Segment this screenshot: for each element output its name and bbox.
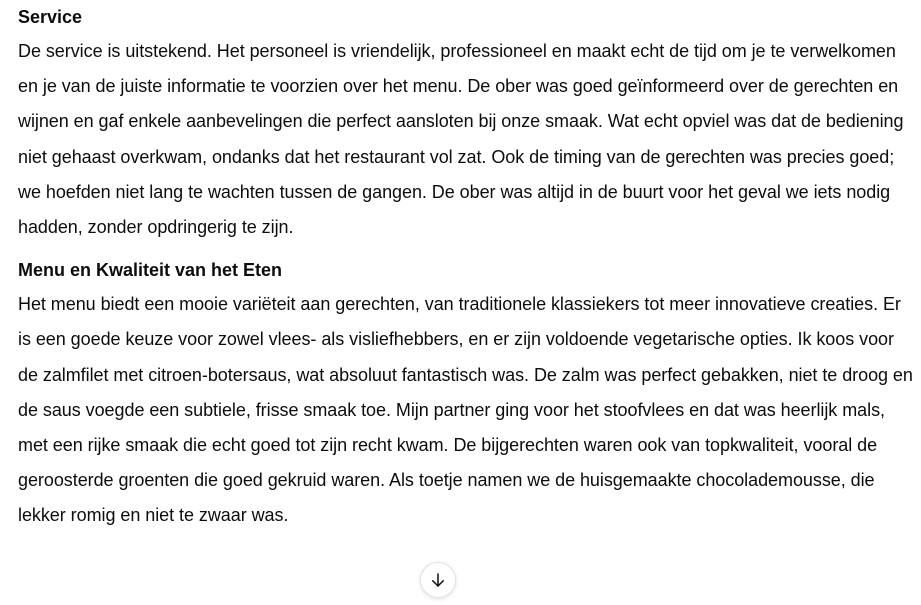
section-heading-menu: Menu en Kwaliteit van het Eten — [18, 260, 283, 281]
section-body-menu: Het menu biedt een mooie variëteit aan gerechten, van traditionele klassiekers tot meer innovatieve creaties. Er is een goede keuze voor zowel vlees- als visliefhebbers, en er zijn voldoende vegetarische opties. Ik koos voor de zalmfilet met citroen-botersaus, wat absoluut fantastisch was. De zalm was perfect gebakken, niet te droog en de saus voegde een subtiele, frisse smaak toe. Mijn partner ging voor het stoofvlees en dat was heerlijk mals, met een rijke smaak die echt goed tot zijn recht kwam. De bijgerechten waren ook van topkwaliteit, vooral de geroosterde groenten die goed gekruid waren. Als toetje namen we de huisgemaakte chocolademousse, die lekker romig en niet te zwaar was. — [18, 294, 913, 526]
message-content — [18, 0, 918, 534]
section-body-service: De service is uitstekend. Het personeel is vriendelijk, professioneel en maakt echt de tijd om je te verwelkomen en je van de juiste informatie te voorzien over het menu. De ober was goed geïnformeerd over de gerechten en wijnen en gaf enkele aanbevelingen die perfect aansloten bij onze smaak. Wat echt opviel was dat de bediening niet gehaast overkwam, ondanks dat het restaurant vol zat. Ook de timing van de gerechten was precies goed; we hoefden niet lang te wachten tussen de gangen. De ober was altijd in de buurt voor het geval we iets nodig hadden, zonder opdringerig te zijn. — [18, 41, 904, 238]
arrow-down-icon — [429, 571, 447, 589]
section-heading-service: Service — [18, 7, 83, 27]
scroll-to-bottom-button[interactable] — [420, 562, 456, 598]
